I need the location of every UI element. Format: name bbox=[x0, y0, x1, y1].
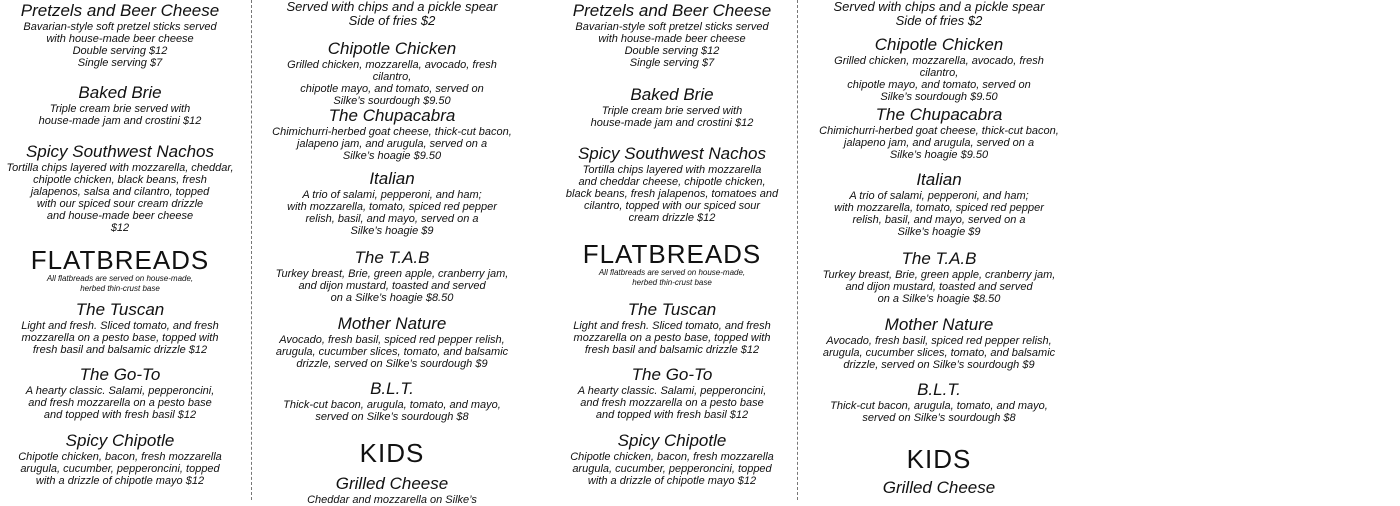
item-description: Cheddar and mozzarella on Silke’s bbox=[307, 494, 477, 506]
item-description: Triple cream brie served with house-made jam and crostini $12 bbox=[38, 103, 202, 127]
menu-item-tuscan bbox=[0, 301, 245, 356]
item-description: Avocado, fresh basil, spiced red pepper relish, arugula, cucumber slices, tomato, and balsamic drizzle, served on Silke’s sourdough $9 bbox=[822, 335, 1056, 371]
item-description: Thick-cut bacon, arugula, tomato, and mayo, served on Silke’s sourdough $8 bbox=[283, 399, 501, 423]
item-name: Chipotle Chicken bbox=[874, 35, 1004, 54]
item-name: The Tuscan bbox=[627, 300, 717, 319]
item-description: A trio of salami, pepperoni, and ham; with mozzarella, tomato, spiced red pepper relish, basil, and mayo, served on a Silke’s hoagie $9 bbox=[834, 190, 1044, 238]
item-description: Bavarian-style soft pretzel sticks served with house-made beer cheese Double serving $12 Single serving $7 bbox=[575, 21, 769, 69]
item-name: The Chupacabra bbox=[875, 105, 1003, 124]
item-description: Tortilla chips layered with mozzarella, cheddar, chipotle chicken, black beans, fresh jalapenos, salsa and cilantro, topped with our spiced sour cream drizzle and house-made beer cheese $12 bbox=[6, 162, 234, 234]
item-name: Spicy Southwest Nachos bbox=[25, 142, 215, 161]
section-title-kids: KIDS bbox=[359, 438, 425, 468]
item-name: Grilled Cheese bbox=[882, 478, 996, 497]
item-description: Chimichurri-herbed goat cheese, thick-cut bacon, jalapeno jam, and arugula, served on a Silke’s hoagie $9.50 bbox=[272, 126, 512, 162]
item-name: Pretzels and Beer Cheese bbox=[572, 1, 772, 20]
menu-item-pretzels bbox=[542, 2, 802, 69]
item-description: Chipotle chicken, bacon, fresh mozzarella arugula, cucumber, pepperoncini, topped with a drizzle of chipotle mayo $12 bbox=[18, 451, 222, 487]
flatbreads-note: All flatbreads are served on house-made, herbed thin-crust base bbox=[46, 274, 194, 293]
item-name: The Chupacabra bbox=[328, 106, 456, 125]
menu-item-tab bbox=[814, 250, 1064, 305]
item-name: The Go-To bbox=[631, 365, 713, 384]
menu-item-chipotle-chicken bbox=[814, 36, 1064, 103]
sandwich-sides-note: Served with chips and a pickle spear Side of fries $2 bbox=[286, 0, 498, 28]
flatbreads-note: All flatbreads are served on house-made, herbed thin-crust base bbox=[598, 268, 746, 287]
item-description: Thick-cut bacon, arugula, tomato, and mayo, served on Silke’s sourdough $8 bbox=[830, 400, 1048, 424]
item-description: Avocado, fresh basil, spiced red pepper relish, arugula, cucumber slices, tomato, and balsamic drizzle, served on Silke’s sourdough $9 bbox=[275, 334, 509, 370]
item-name: Chipotle Chicken bbox=[327, 39, 457, 58]
item-description: Triple cream brie served with house-made jam and crostini $12 bbox=[590, 105, 754, 129]
item-name: Spicy Chipotle bbox=[65, 431, 175, 450]
menu-item-go-to bbox=[542, 366, 802, 421]
item-description: Chimichurri-herbed goat cheese, thick-cut bacon, jalapeno jam, and arugula, served on a Silke’s hoagie $9.50 bbox=[819, 125, 1059, 161]
item-name: Spicy Chipotle bbox=[617, 431, 727, 450]
item-name: Pretzels and Beer Cheese bbox=[20, 1, 220, 20]
item-description: Light and fresh. Sliced tomato, and fresh mozzarella on a pesto base, topped with fresh basil and balsamic drizzle $12 bbox=[21, 320, 219, 356]
item-name: B.L.T. bbox=[370, 379, 414, 398]
item-name: The T.A.B bbox=[354, 248, 430, 267]
menu-item-chupacabra bbox=[814, 106, 1064, 161]
item-description: Turkey breast, Brie, green apple, cranberry jam, and dijon mustard, toasted and served on a Silke’s hoagie $8.50 bbox=[275, 268, 509, 304]
menu-item-pretzels bbox=[0, 2, 245, 69]
item-description: Bavarian-style soft pretzel sticks served with house-made beer cheese Double serving $12 Single serving $7 bbox=[23, 21, 217, 69]
menu-item-mother-nature bbox=[814, 316, 1064, 371]
menu-item-chupacabra bbox=[267, 107, 517, 162]
menu-item-tab bbox=[267, 249, 517, 304]
column-divider-1 bbox=[251, 0, 252, 500]
item-name: The Go-To bbox=[79, 365, 161, 384]
menu-item-blt bbox=[814, 381, 1064, 424]
menu-item-grilled-cheese bbox=[267, 475, 517, 506]
menu-item-italian bbox=[267, 170, 517, 237]
item-description: Chipotle chicken, bacon, fresh mozzarella arugula, cucumber, pepperoncini, topped with a drizzle of chipotle mayo $12 bbox=[570, 451, 774, 487]
item-description: Turkey breast, Brie, green apple, cranberry jam, and dijon mustard, toasted and served on a Silke’s hoagie $8.50 bbox=[822, 269, 1056, 305]
menu-item-nachos bbox=[542, 145, 802, 224]
item-name: Italian bbox=[369, 169, 415, 188]
item-description: A hearty classic. Salami, pepperoncini, and fresh mozzarella on a pesto base and topped with fresh basil $12 bbox=[25, 385, 215, 421]
menu-item-italian bbox=[814, 171, 1064, 238]
menu-item-go-to bbox=[0, 366, 245, 421]
menu-item-mother-nature bbox=[267, 315, 517, 370]
menu-item-spicy-chipotle bbox=[542, 432, 802, 487]
item-name: Mother Nature bbox=[337, 314, 447, 333]
menu-item-tuscan bbox=[542, 301, 802, 356]
item-description: A hearty classic. Salami, pepperoncini, and fresh mozzarella on a pesto base and topped with fresh basil $12 bbox=[577, 385, 767, 421]
item-name: Spicy Southwest Nachos bbox=[577, 144, 767, 163]
menu-item-blt bbox=[267, 380, 517, 423]
item-name: Italian bbox=[916, 170, 962, 189]
menu-item-grilled-cheese bbox=[814, 479, 1064, 497]
item-name: B.L.T. bbox=[917, 380, 961, 399]
menu-item-spicy-chipotle bbox=[0, 432, 245, 487]
item-description: Light and fresh. Sliced tomato, and fresh mozzarella on a pesto base, topped with fresh basil and balsamic drizzle $12 bbox=[573, 320, 771, 356]
menu-item-baked-brie bbox=[542, 86, 802, 129]
item-description: Grilled chicken, mozzarella, avocado, fresh cilantro, chipotle mayo, and tomato, served on Silke’s sourdough $9.50 bbox=[834, 55, 1044, 103]
sandwich-sides-note: Served with chips and a pickle spear Side of fries $2 bbox=[833, 0, 1045, 28]
section-title-kids: KIDS bbox=[906, 444, 972, 474]
section-title-flatbreads: FLATBREADS bbox=[30, 245, 210, 275]
item-description: Tortilla chips layered with mozzarella and cheddar cheese, chipotle chicken, black beans, fresh jalapenos, tomatoes and cilantro, topped with our spiced sour cream drizzle $12 bbox=[565, 164, 779, 224]
item-name: The Tuscan bbox=[75, 300, 165, 319]
item-name: The T.A.B bbox=[901, 249, 977, 268]
section-title-flatbreads: FLATBREADS bbox=[582, 239, 762, 269]
menu-item-baked-brie bbox=[0, 84, 245, 127]
item-name: Mother Nature bbox=[884, 315, 994, 334]
item-description: Grilled chicken, mozzarella, avocado, fresh cilantro, chipotle mayo, and tomato, served on Silke’s sourdough $9.50 bbox=[287, 59, 497, 107]
item-name: Grilled Cheese bbox=[335, 474, 449, 493]
menu-item-nachos bbox=[0, 143, 245, 234]
item-name: Baked Brie bbox=[78, 83, 162, 102]
item-description: A trio of salami, pepperoni, and ham; with mozzarella, tomato, spiced red pepper relish, basil, and mayo, served on a Silke’s hoagie $9 bbox=[287, 189, 497, 237]
menu-item-chipotle-chicken bbox=[267, 40, 517, 107]
item-name: Baked Brie bbox=[630, 85, 714, 104]
